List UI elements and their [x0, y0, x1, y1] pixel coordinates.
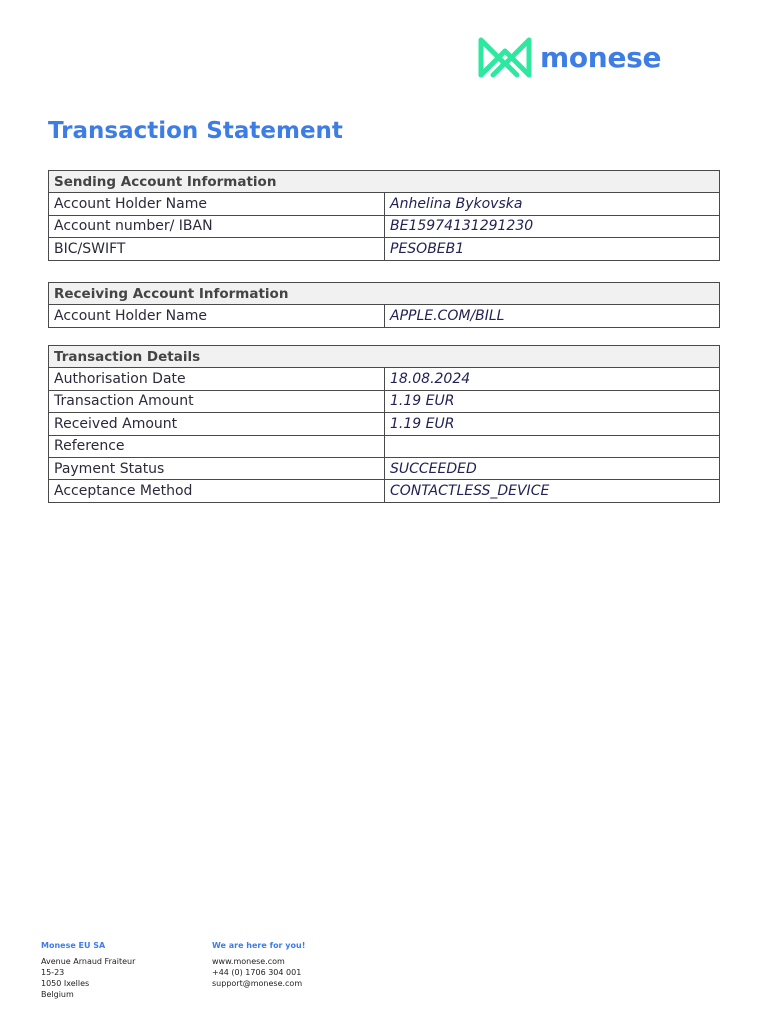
- row-value: CONTACTLESS_DEVICE: [385, 480, 720, 502]
- footer-company: [41, 940, 135, 1000]
- row-value: 1.19 EUR: [385, 390, 720, 412]
- footer-contact-heading: We are here for you!: [212, 941, 306, 950]
- row-value: [385, 435, 720, 457]
- footer-company-heading: Monese EU SA: [41, 941, 106, 950]
- row-value: PESOBEB1: [385, 238, 720, 260]
- table-row: [49, 215, 720, 237]
- table-row: [49, 435, 720, 457]
- row-label: Account number/ IBAN: [49, 215, 385, 237]
- row-value: BE15974131291230: [385, 215, 720, 237]
- table-row: [49, 305, 720, 327]
- row-label: Transaction Amount: [49, 390, 385, 412]
- row-label: Account Holder Name: [49, 193, 385, 215]
- section-header: Receiving Account Information: [49, 283, 720, 305]
- section-header: Sending Account Information: [49, 171, 720, 193]
- row-label: Reference: [49, 435, 385, 457]
- page-title: Transaction Statement: [48, 118, 343, 144]
- monese-logo-icon: [476, 34, 534, 80]
- table-row: [49, 390, 720, 412]
- table-header-row: [49, 283, 720, 305]
- footer-phone: +44 (0) 1706 304 001: [212, 968, 302, 977]
- row-label: BIC/SWIFT: [49, 238, 385, 260]
- table-row: [49, 480, 720, 502]
- table-header-row: [49, 171, 720, 193]
- brand-logo: [476, 34, 661, 80]
- row-value: 1.19 EUR: [385, 413, 720, 435]
- row-value: Anhelina Bykovska: [385, 193, 720, 215]
- receiving-account-table: [48, 282, 720, 328]
- table-row: [49, 457, 720, 479]
- footer-address-line: Belgium: [41, 990, 74, 999]
- table-row: [49, 413, 720, 435]
- row-label: Payment Status: [49, 457, 385, 479]
- table-row: [49, 238, 720, 260]
- row-label: Acceptance Method: [49, 480, 385, 502]
- table-row: [49, 368, 720, 390]
- footer-address-line: 1050 Ixelles: [41, 979, 90, 988]
- row-value: APPLE.COM/BILL: [385, 305, 720, 327]
- row-label: Authorisation Date: [49, 368, 385, 390]
- table-header-row: [49, 346, 720, 368]
- brand-name: monese: [540, 40, 662, 74]
- table-row: [49, 193, 720, 215]
- row-value: 18.08.2024: [385, 368, 720, 390]
- row-label: Received Amount: [49, 413, 385, 435]
- footer-website-link[interactable]: www.monese.com: [212, 957, 285, 966]
- row-label: Account Holder Name: [49, 305, 385, 327]
- footer-address-line: 15-23: [41, 968, 65, 977]
- footer-address-line: Avenue Arnaud Fraiteur: [41, 957, 136, 966]
- footer-email-link[interactable]: support@monese.com: [212, 979, 303, 988]
- section-header: Transaction Details: [49, 346, 720, 368]
- footer-contact: [212, 940, 305, 989]
- transaction-details-table: [48, 345, 720, 503]
- row-value: SUCCEEDED: [385, 457, 720, 479]
- sending-account-table: [48, 170, 720, 261]
